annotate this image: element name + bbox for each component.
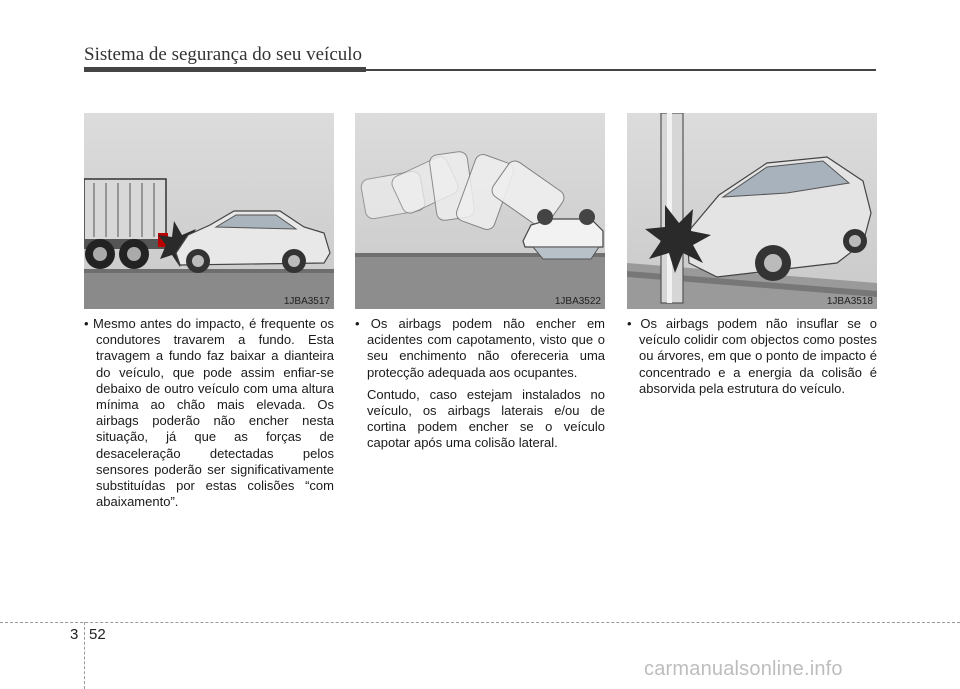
car-pole-collision-illustration	[627, 113, 877, 309]
header-rule-thin	[366, 69, 876, 71]
bullet-paragraph: • Mesmo antes do impacto, é frequente os condutores travarem a fundo. Esta travagem a fundo faz baixar a dianteira do veículo, que pode assim enfiar-se debaixo de outro veículo com uma altura mínima ao chão mais elevada. Os airbags poderão não encher nesta situação, já que as forças de desaceleração detectadas pelos sensores poderão ser significativamente substituídas por estas colisões “com abaixamento”.	[84, 316, 334, 510]
figure-code: 1JBA3518	[826, 296, 873, 307]
text-column-2	[355, 316, 605, 458]
figure-code: 1JBA3522	[554, 296, 601, 307]
chapter-number: 3	[70, 626, 79, 643]
figure-truck-underride	[84, 113, 334, 309]
watermark[interactable]: carmanualsonline.info	[644, 658, 843, 680]
footer-rule	[0, 622, 960, 623]
page-number: 52	[89, 626, 106, 643]
text-column-1	[84, 316, 334, 516]
bullet-paragraph: • Os airbags podem não insuflar se o veículo colidir com objectos como postes ou árvores, em que o ponto de impacto é concentrado e a energia da colisão é absorvida pela estrutura do veículo.	[627, 316, 877, 396]
figure-rollover	[355, 113, 605, 309]
truck-underride-collision-illustration	[84, 113, 334, 309]
figure-code: 1JBA3517	[283, 296, 330, 307]
figure-pole-collision	[627, 113, 877, 309]
footer-vertical-rule	[84, 622, 85, 689]
body-paragraph: Contudo, caso estejam instalados no veículo, os airbags laterais e/ou de cortina podem encher se o veículo capotar após uma colisão lateral.	[367, 386, 605, 451]
page-header-title: Sistema de segurança do seu veículo	[84, 44, 363, 65]
bullet-paragraph: • Os airbags podem não encher em acidentes com capotamento, visto que o seu enchimento não ofereceria uma protecção adequada aos ocupantes.	[355, 316, 605, 380]
text-column-3	[627, 316, 877, 403]
rollover-car-illustration	[355, 113, 605, 309]
header-rule-thick	[84, 67, 366, 72]
